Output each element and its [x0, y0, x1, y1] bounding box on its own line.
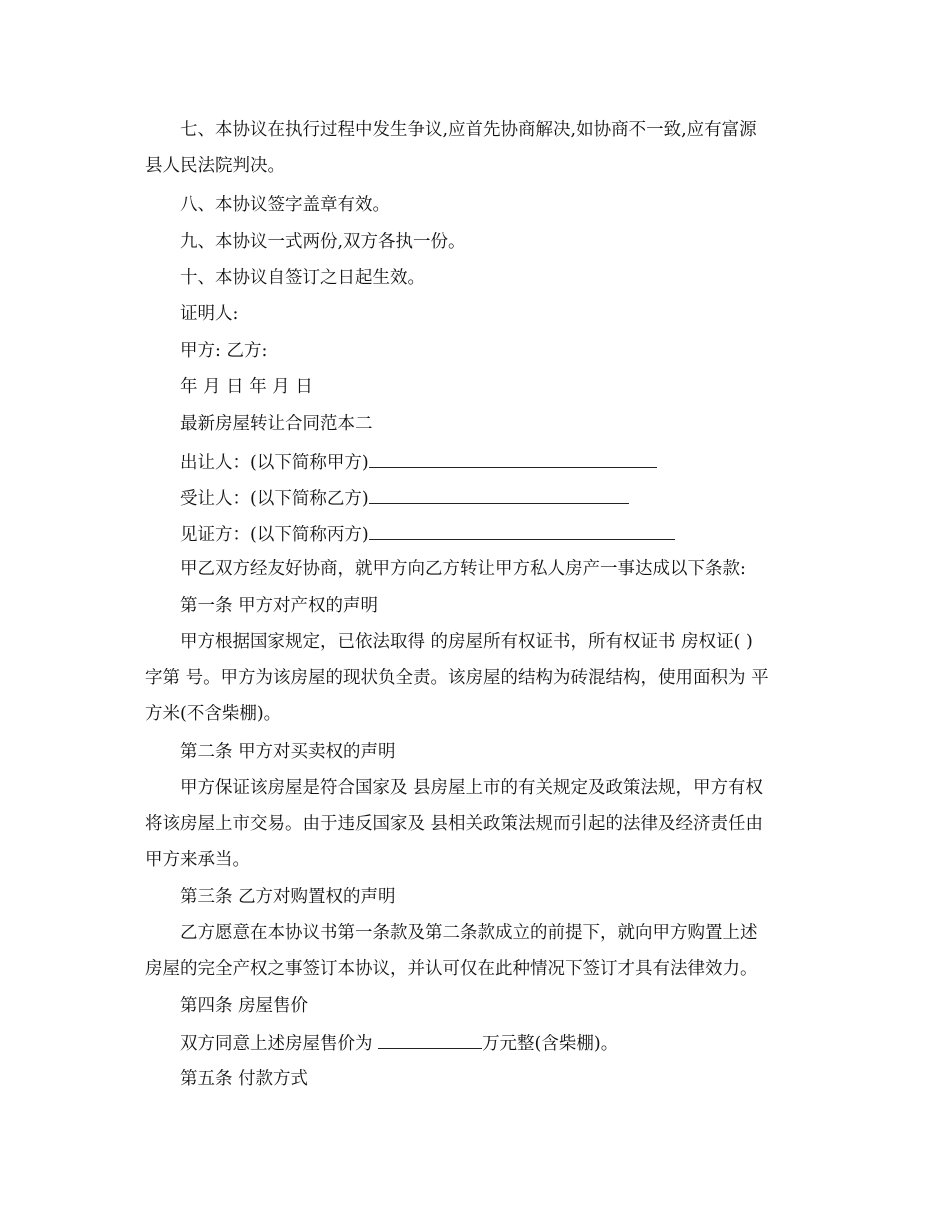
article-1-line-1: 甲方根据国家规定，已依法取得 的房屋所有权证书，所有权证书 房权证( ) — [180, 632, 753, 652]
witness-party-line — [180, 522, 810, 546]
article-3-line-1: 乙方愿意在本协议书第一条款及第二条款成立的前提下，就向甲方购置上述 — [180, 923, 758, 943]
clause-7-line-2: 县人民法院判决。 — [145, 156, 285, 176]
price-text-before: 双方同意上述房屋售价为 — [180, 1034, 379, 1054]
article-5-title: 第五条 付款方式 — [180, 1069, 309, 1089]
witness-label: 证明人: — [180, 304, 239, 324]
price-blank — [378, 1031, 482, 1049]
article-2-title: 第二条 甲方对买卖权的声明 — [180, 742, 396, 762]
date-labels: 年 月 日 年 月 日 — [180, 377, 313, 397]
article-1-line-3: 方米(不含柴棚)。 — [145, 704, 282, 724]
article-3-line-2: 房屋的完全产权之事签订本协议，并认可仅在此种情况下签订才具有法律效力。 — [145, 959, 758, 979]
clause-9: 九、本协议一式两份,双方各执一份。 — [180, 232, 466, 252]
article-4-title: 第四条 房屋售价 — [180, 996, 309, 1016]
article-3-title: 第三条 乙方对购置权的声明 — [180, 887, 396, 907]
party-signature-labels: 甲方: 乙方: — [180, 341, 268, 361]
witness-party-label: 见证方：(以下简称丙方) — [180, 525, 369, 545]
article-4-price-line — [180, 1031, 810, 1055]
article-2-line-2: 将该房屋上市交易。由于违反国家及 县相关政策法规而引起的法律及经济责任由 — [145, 814, 764, 834]
transferee-blank — [369, 486, 629, 504]
section-title: 最新房屋转让合同范本二 — [180, 414, 373, 434]
transferor-line — [180, 450, 810, 474]
witness-party-blank — [369, 522, 675, 540]
article-1-line-2: 字第 号。甲方为该房屋的现状负全责。该房屋的结构为砖混结构，使用面积为 平 — [145, 668, 769, 688]
clause-10: 十、本协议自签订之日起生效。 — [180, 268, 425, 288]
clause-7-line-1: 七、本协议在执行过程中发生争议,应首先协商解决,如协商不一致,应有富源 — [180, 120, 757, 140]
transferor-label: 出让人：(以下简称甲方) — [180, 453, 369, 473]
clause-8: 八、本协议签字盖章有效。 — [180, 195, 390, 215]
article-2-line-1: 甲方保证该房屋是符合国家及 县房屋上市的有关规定及政策法规，甲方有权 — [180, 778, 764, 798]
transferee-label: 受让人：(以下简称乙方) — [180, 489, 369, 509]
price-text-after: 万元整(含柴棚)。 — [482, 1034, 619, 1054]
article-2-line-3: 甲方来承当。 — [145, 850, 250, 870]
article-1-title: 第一条 甲方对产权的声明 — [180, 596, 379, 616]
transferor-blank — [369, 450, 657, 468]
intro-paragraph: 甲乙双方经友好协商，就甲方向乙方转让甲方私人房产一事达成以下条款: — [180, 559, 746, 579]
transferee-line — [180, 486, 810, 510]
